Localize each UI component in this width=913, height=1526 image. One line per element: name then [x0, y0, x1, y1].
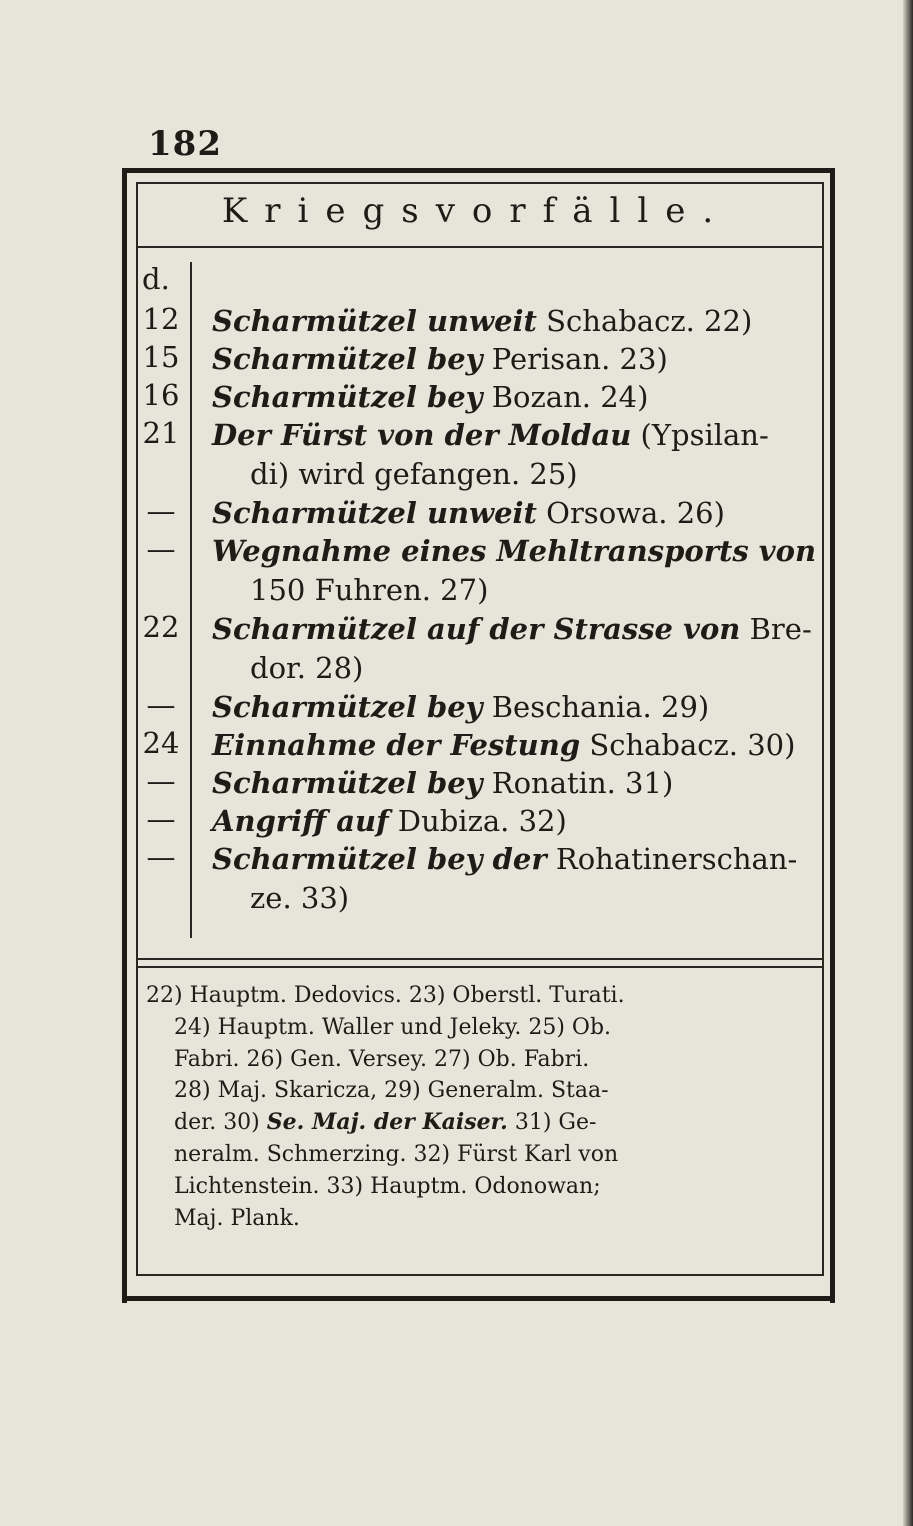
table-frame: [122, 168, 830, 231]
entry-text: Scharmützel bey Ronatin. 31): [212, 766, 674, 800]
footnote-line: Fabri. 26) Gen. Versey. 27) Ob. Fabri.: [174, 1046, 590, 1072]
entry-text: Wegnahme eines Mehltransports von 150 Fuhren. 27): [212, 534, 817, 607]
entry-date: 16: [142, 378, 180, 412]
list-item: [140, 688, 820, 726]
footnote-line: 22) Hauptm. Dedovics. 23) Oberstl. Turati.: [146, 983, 625, 1008]
entry-text: Angriff auf Dubiza. 32): [212, 804, 567, 838]
page-number: 182: [148, 124, 222, 164]
entries-list: [140, 262, 820, 918]
inner-border-right: [822, 182, 824, 1276]
table-heading: Kriegsvorfälle.: [221, 191, 731, 231]
entry-date: —: [146, 764, 176, 798]
list-item: [140, 378, 820, 416]
entry-date: —: [146, 494, 176, 528]
entry-text: Einnahme der Festung Schabacz. 30): [212, 728, 796, 762]
frame-border-bottom: [122, 1296, 835, 1301]
entry-text: Scharmützel auf der Strasse von Bre- dor. 28): [212, 612, 812, 685]
date-column-header: d.: [142, 262, 170, 296]
date-header-row: [140, 262, 820, 302]
list-item: [140, 494, 820, 532]
footnote-line: Maj. Plank.: [174, 1205, 300, 1231]
entry-date: —: [146, 532, 176, 566]
entry-date: 22: [142, 610, 180, 644]
entry-date: —: [146, 840, 176, 874]
entry-text: Scharmützel bey Bozan. 24): [212, 380, 649, 414]
entry-text: Scharmützel bey der Rohatinerschan- ze. 33): [212, 842, 798, 915]
entry-date: 21: [142, 416, 180, 450]
heading-rule: [138, 246, 822, 248]
entry-text: Scharmützel bey Beschania. 29): [212, 690, 710, 724]
list-item: [140, 840, 820, 918]
inner-border-bottom: [138, 1274, 822, 1276]
list-item: [140, 726, 820, 764]
entry-text: Scharmützel bey Perisan. 23): [212, 342, 668, 376]
list-item: [140, 764, 820, 802]
footnote-rule-double: [138, 966, 822, 968]
list-item: [140, 532, 820, 610]
footnote-line: 24) Hauptm. Waller und Jeleky. 25) Ob.: [174, 1014, 612, 1040]
list-item: [140, 302, 820, 340]
entry-date: —: [146, 688, 176, 722]
list-item: [140, 610, 820, 688]
entry-text: Scharmützel unweit Schabacz. 22): [212, 304, 753, 338]
inner-border-left: [136, 182, 138, 1276]
entry-date: 15: [142, 340, 180, 374]
page-edge: [903, 0, 913, 1526]
list-item: [140, 416, 820, 494]
entry-date: 24: [142, 726, 180, 760]
frame-border-left: [122, 168, 127, 1303]
footnote-rule: [138, 958, 822, 960]
list-item: [140, 340, 820, 378]
frame-border-right: [830, 168, 835, 1303]
entry-date: 12: [142, 302, 180, 336]
list-item: [140, 802, 820, 840]
inner-border-top: [136, 182, 824, 184]
entry-text: Der Fürst von der Moldau (Ypsilan- di) wird gefangen. 25): [212, 418, 769, 491]
entry-text: Scharmützel unweit Orsowa. 26): [212, 496, 725, 530]
footnote-line: Lichtenstein. 33) Hauptm. Odonowan;: [174, 1173, 601, 1199]
entry-date: —: [146, 802, 176, 836]
footnote-line: neralm. Schmerzing. 32) Fürst Karl von: [174, 1141, 619, 1167]
footnote-line: der. 30) Se. Maj. der Kaiser. 31) Ge-: [174, 1109, 597, 1136]
footnotes: [146, 980, 822, 1234]
footnote-line: 28) Maj. Skaricza, 29) Generalm. Staa-: [174, 1078, 609, 1104]
